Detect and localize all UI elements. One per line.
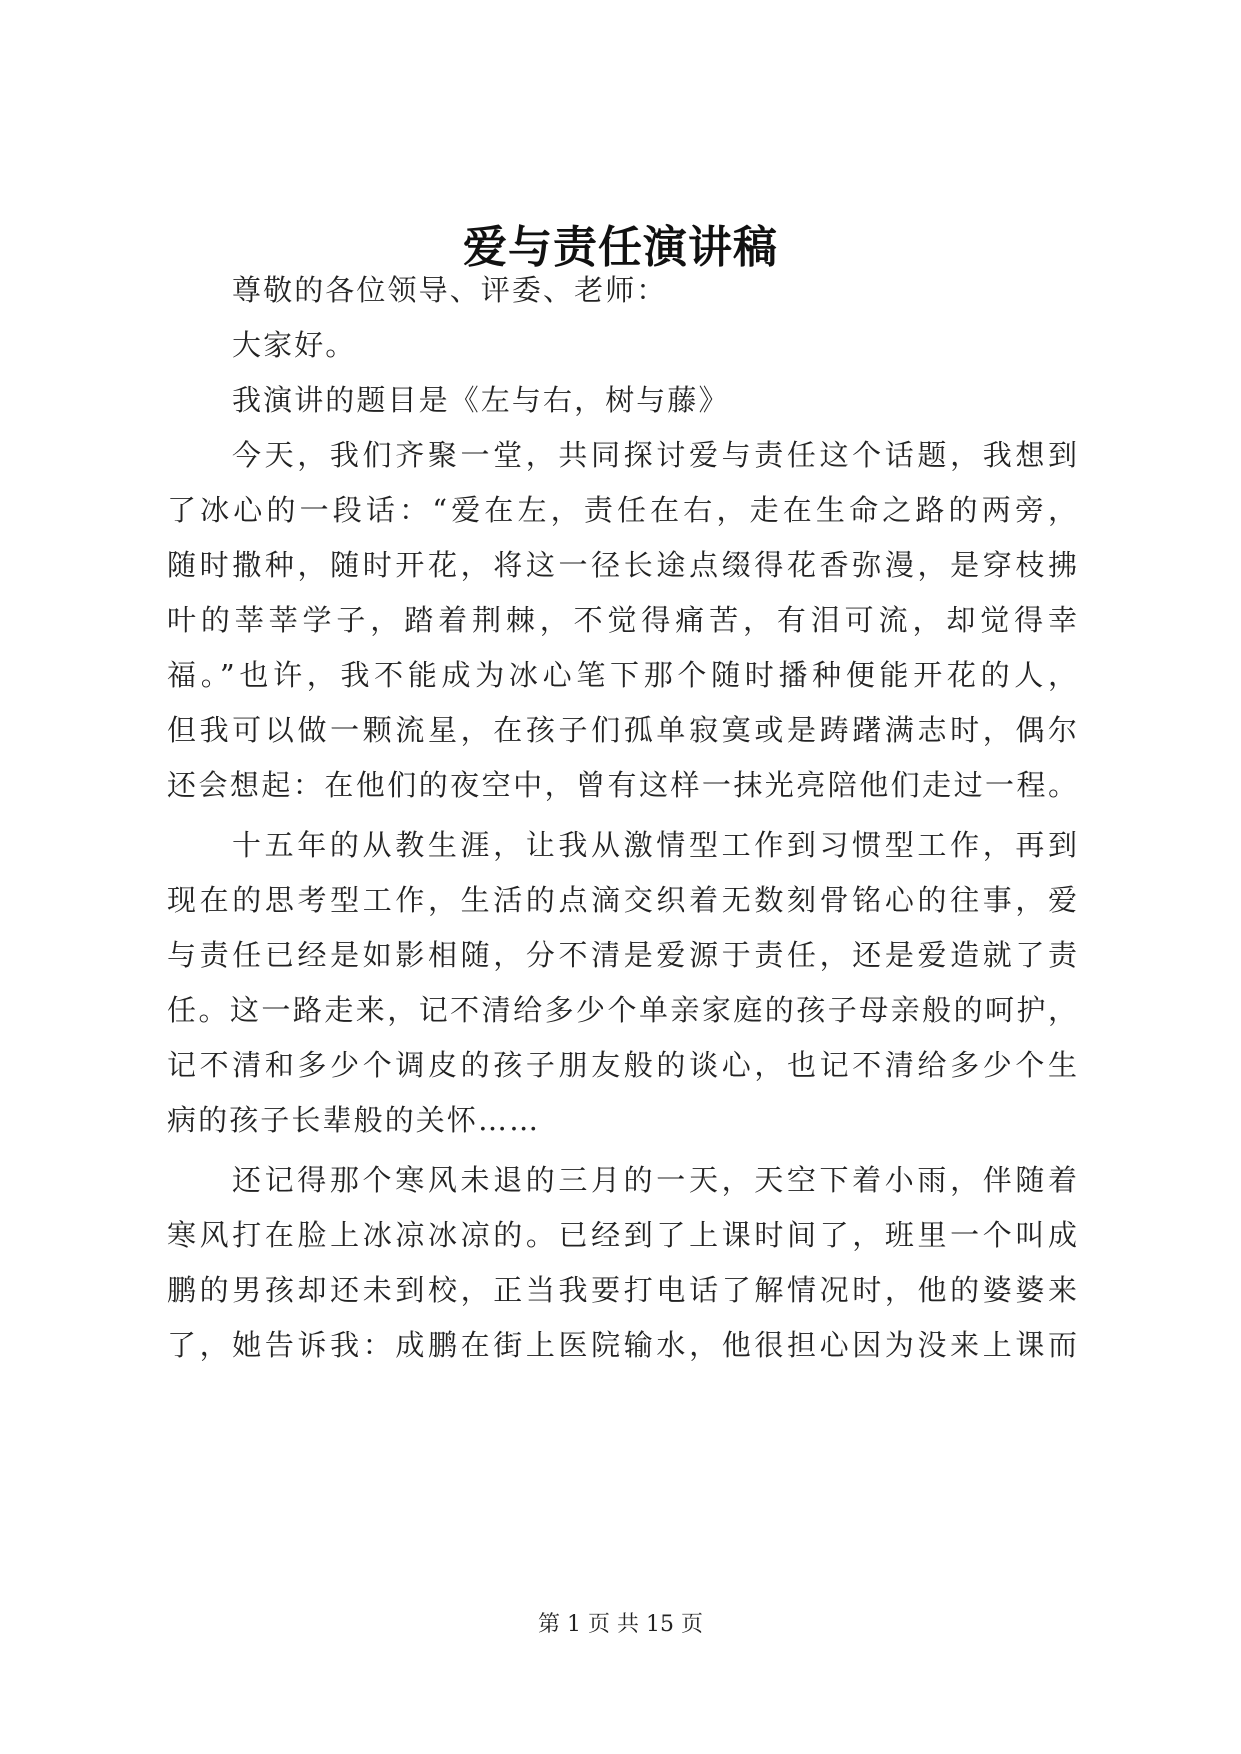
- paragraph-line: 记不清和多少个调皮的孩子朋友般的谈心，也记不清给多少个生: [167, 1048, 1077, 1082]
- paragraph-line: 随时撒种，随时开花，将这一径长途点缀得花香弥漫，是穿枝拂: [167, 548, 1077, 582]
- paragraph-line: 但我可以做一颗流星，在孩子们孤单寂寞或是踌躇满志时，偶尔: [167, 713, 1077, 747]
- paragraph-line: 了冰心的一段话：“爱在左，责任在右，走在生命之路的两旁，: [167, 493, 1077, 527]
- paragraph-line: 十五年的从教生涯，让我从激情型工作到习惯型工作，再到: [232, 828, 1077, 862]
- paragraph-line: 叶的莘莘学子，踏着荆棘，不觉得痛苦，有泪可流，却觉得幸: [167, 603, 1077, 637]
- paragraph-line: 尊敬的各位领导、评委、老师：: [232, 273, 668, 307]
- page-footer: 第 1 页 共 15 页: [538, 1612, 703, 1637]
- paragraph-line: 大家好。: [232, 328, 357, 362]
- paragraph-line: 福。”也许，我不能成为冰心笔下那个随时播种便能开花的人，: [167, 658, 1077, 692]
- paragraph-line: 病的孩子长辈般的关怀……: [167, 1103, 541, 1137]
- paragraph-line: 还记得那个寒风未退的三月的一天，天空下着小雨，伴随着: [232, 1163, 1077, 1197]
- paragraph-line: 鹏的男孩却还未到校，正当我要打电话了解情况时，他的婆婆来: [167, 1273, 1077, 1307]
- paragraph-line: 任。这一路走来，记不清给多少个单亲家庭的孩子母亲般的呵护，: [167, 993, 1077, 1027]
- paragraph-line: 寒风打在脸上冰凉冰凉的。已经到了上课时间了，班里一个叫成: [167, 1218, 1077, 1252]
- paragraph-line: 与责任已经是如影相随，分不清是爱源于责任，还是爱造就了责: [167, 938, 1077, 972]
- paragraph-line: 还会想起：在他们的夜空中，曾有这样一抹光亮陪他们走过一程。: [167, 768, 1077, 802]
- paragraph-line: 我演讲的题目是《左与右，树与藤》: [232, 383, 730, 417]
- paragraph-line: 现在的思考型工作，生活的点滴交织着无数刻骨铭心的往事，爱: [167, 883, 1077, 917]
- paragraph-line: 了，她告诉我：成鹏在街上医院输水，他很担心因为没来上课而: [167, 1328, 1077, 1362]
- document-title: 爱与责任演讲稿: [463, 222, 778, 273]
- paragraph-line: 今天，我们齐聚一堂，共同探讨爱与责任这个话题，我想到: [232, 438, 1077, 472]
